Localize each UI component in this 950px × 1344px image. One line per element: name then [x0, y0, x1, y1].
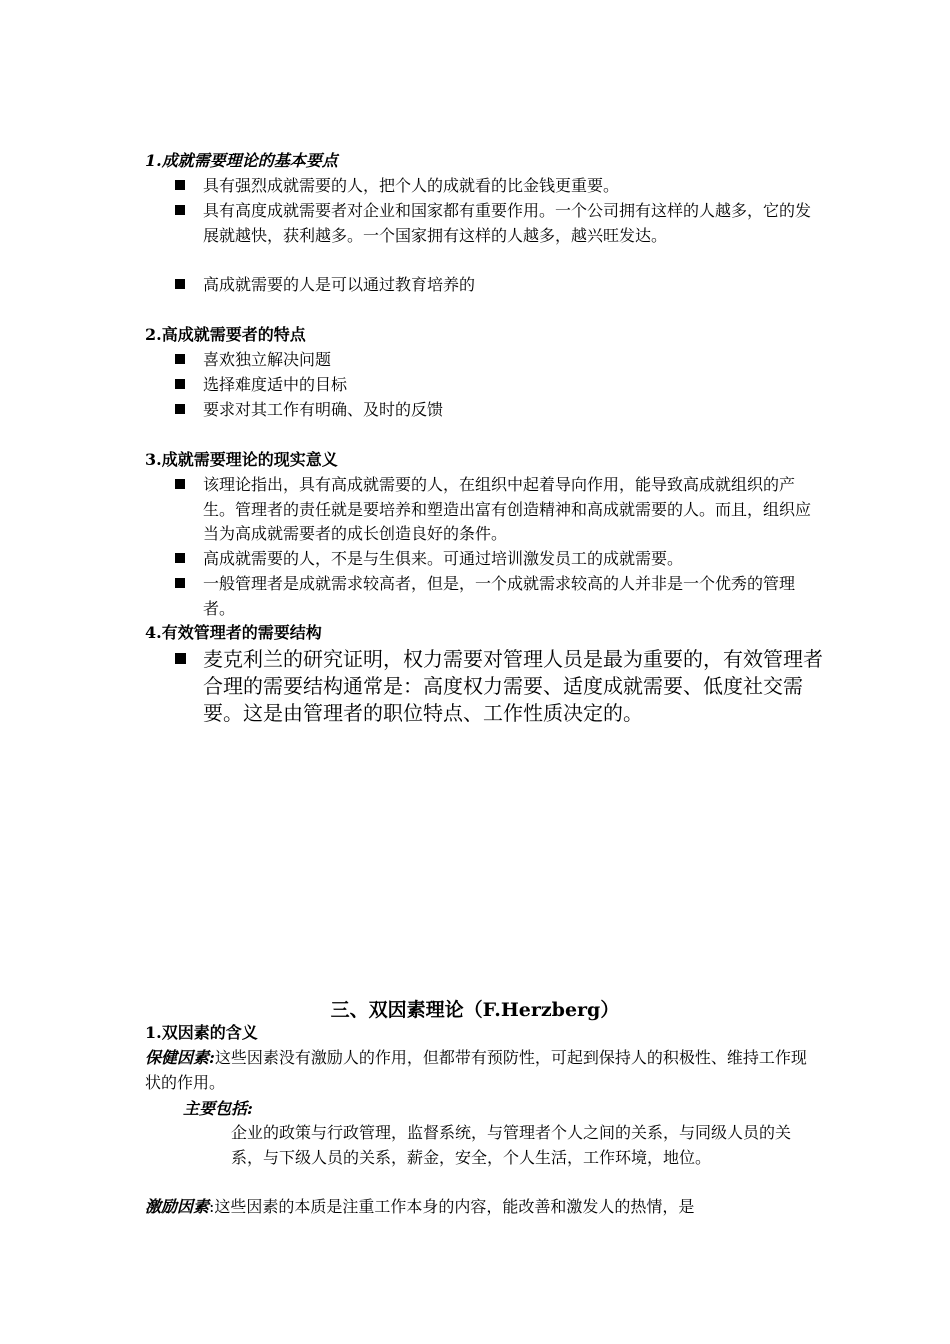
list-item: 选择难度适中的目标 — [175, 373, 815, 398]
square-bullet-icon — [175, 180, 185, 190]
section-heading-4: 4.有效管理者的需要结构 — [145, 623, 322, 642]
square-bullet-icon — [175, 205, 185, 215]
motivator-text: 这些因素的本质是注重工作本身的内容，能改善和激发人的热情，是 — [214, 1197, 695, 1216]
square-bullet-icon — [175, 354, 185, 364]
square-bullet-icon — [175, 653, 186, 664]
square-bullet-icon — [175, 279, 185, 289]
square-bullet-icon — [175, 553, 185, 563]
section-heading-3: 3.成就需要理论的现实意义 — [145, 450, 338, 469]
list-item: 高成就需要的人是可以通过教育培养的 — [175, 273, 815, 298]
hygiene-text: 这些因素没有激励人的作用，但都带有预防性，可起到保持人的积极性、维持工作现状的作用。 — [145, 1048, 807, 1092]
motivator-term: 激励因素 — [145, 1197, 210, 1216]
list-item: 一般管理者是成就需求较高者，但是，一个成就需求较高的人并非是一个优秀的管理者。 — [175, 572, 815, 621]
section-heading-1: 1.成就需要理论的基本要点 — [145, 151, 338, 170]
list-item: 喜欢独立解决问题 — [175, 348, 815, 373]
hygiene-term: 保健因素 — [145, 1048, 210, 1067]
list-item: 高成就需要的人，不是与生俱来。可通过培训激发员工的成就需要。 — [175, 547, 815, 572]
list-item: 要求对其工作有明确、及时的反馈 — [175, 398, 815, 423]
square-bullet-icon — [175, 404, 185, 414]
list-item: 该理论指出，具有高成就需要的人，在组织中起着导向作用，能导致高成就组织的产生。管理者的责任就是要培养和塑造出富有创造精神和高成就需要的人。而且，组织应当为高成就需要者的成长创造良好的条件。 — [175, 473, 815, 547]
includes-label: 主要包括: — [183, 1099, 253, 1118]
list-item: 麦克利兰的研究证明，权力需要对管理人员是最为重要的，有效管理者合理的需要结构通常是：高度权力需要、适度成就需要、低度社交需要。这是由管理者的职位特点、工作性质决定的。 — [175, 646, 825, 727]
square-bullet-icon — [175, 578, 185, 588]
list-item: 具有高度成就需要者对企业和国家都有重要作用。一个公司拥有这样的人越多，它的发展就越快，获利越多。一个国家拥有这样的人越多，越兴旺发达。 — [175, 199, 815, 248]
square-bullet-icon — [175, 379, 185, 389]
subheading: 1.双因素的含义 — [145, 1023, 258, 1042]
includes-paragraph: 企业的政策与行政管理，监督系统，与管理者个人之间的关系，与同级人员的关系，与下级人员的关系，薪金，安全，个人生活，工作环境，地位。 — [231, 1123, 792, 1167]
hygiene-factor-paragraph: 保健因素:这些因素没有激励人的作用，但都带有预防性，可起到保持人的积极性、维持工作现状的作用。 — [145, 1048, 807, 1092]
motivator-factor-paragraph: 激励因素:这些因素的本质是注重工作本身的内容，能改善和激发人的热情，是 — [145, 1197, 695, 1216]
section-heading-2: 2.高成就需要者的特点 — [145, 325, 306, 344]
section-title: 三、双因素理论（F.Herzberg） — [330, 999, 620, 1021]
square-bullet-icon — [175, 479, 185, 489]
list-item: 具有强烈成就需要的人，把个人的成就看的比金钱更重要。 — [175, 174, 815, 199]
